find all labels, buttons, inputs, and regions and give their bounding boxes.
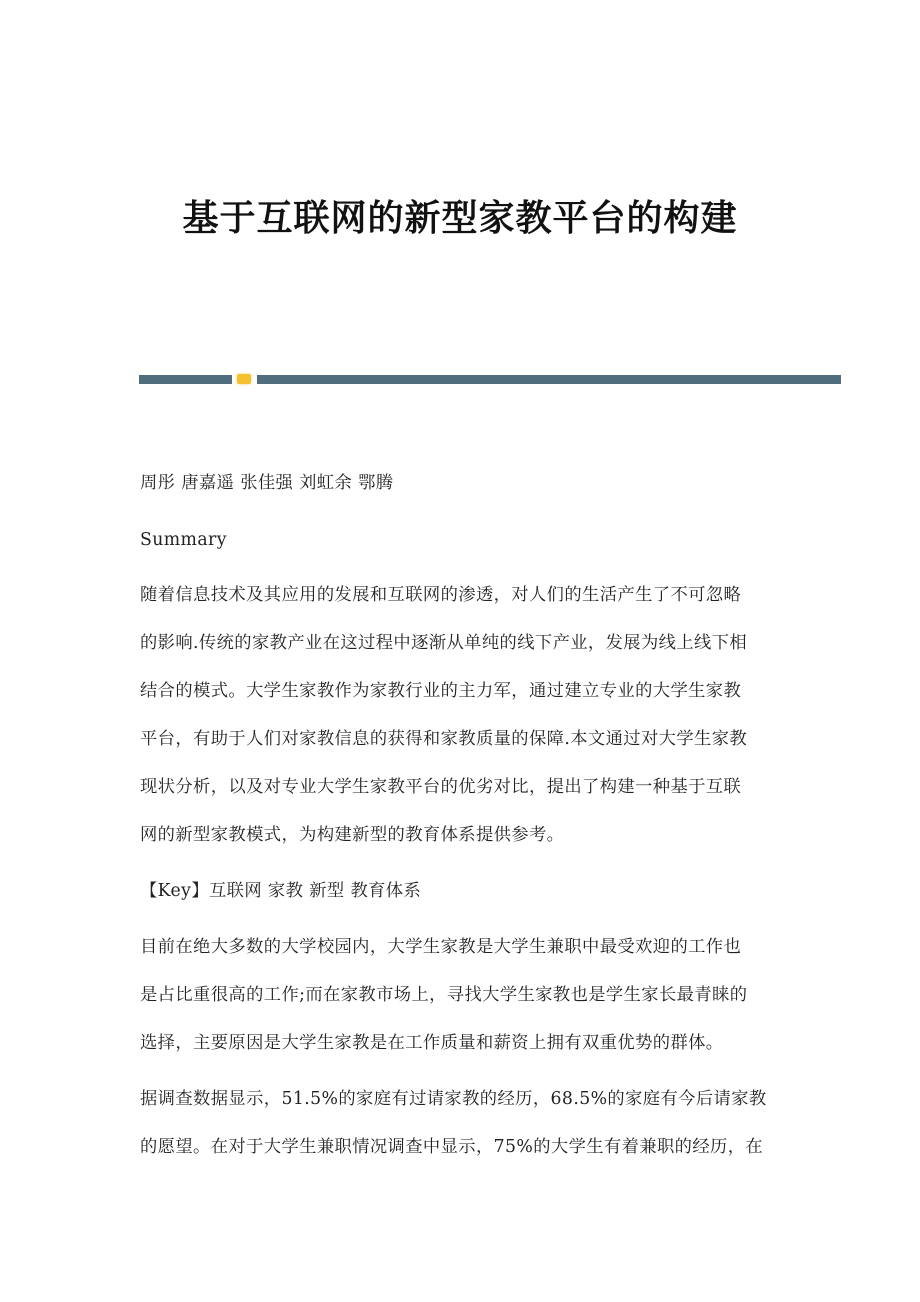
document-title: 基于互联网的新型家教平台的构建 bbox=[182, 197, 738, 239]
divider-bar-left bbox=[139, 375, 232, 384]
body-line: 据调查数据显示，51.5%的家庭有过请家教的经历，68.5%的家庭有今后请家教 bbox=[140, 1089, 767, 1109]
abstract-line: 的影响.传统的家教产业在这过程中逐渐从单纯的线下产业，发展为线上线下相 bbox=[140, 633, 748, 653]
abstract-line: 平台，有助于人们对家教信息的获得和家教质量的保障.本文通过对大学生家教 bbox=[140, 729, 748, 749]
body-line: 选择，主要原因是大学生家教是在工作质量和薪资上拥有双重优势的群体。 bbox=[140, 1033, 724, 1053]
divider-ornament-icon bbox=[237, 374, 251, 384]
body-line: 目前在绝大多数的大学校园内，大学生家教是大学生兼职中最受欢迎的工作也 bbox=[140, 937, 742, 957]
divider-bar-right bbox=[257, 375, 841, 384]
abstract-line: 网的新型家教模式，为构建新型的教育体系提供参考。 bbox=[140, 825, 565, 845]
body-line: 是占比重很高的工作;而在家教市场上，寻找大学生家教也是学生家长最青睐的 bbox=[140, 985, 748, 1005]
title-divider bbox=[139, 375, 841, 384]
keywords: 【Key】互联网 家教 新型 教育体系 bbox=[140, 881, 422, 901]
summary-label: Summary bbox=[140, 530, 227, 550]
authors: 周彤 唐嘉遥 张佳强 刘虹余 鄂腾 bbox=[140, 473, 394, 493]
body-line: 的愿望。在对于大学生兼职情况调查中显示，75%的大学生有着兼职的经历，在 bbox=[140, 1137, 764, 1157]
abstract-line: 随着信息技术及其应用的发展和互联网的渗透，对人们的生活产生了不可忽略 bbox=[140, 585, 742, 605]
abstract-line: 现状分析，以及对专业大学生家教平台的优劣对比，提出了构建一种基于互联 bbox=[140, 777, 742, 797]
abstract-line: 结合的模式。大学生家教作为家教行业的主力军，通过建立专业的大学生家教 bbox=[140, 681, 742, 701]
